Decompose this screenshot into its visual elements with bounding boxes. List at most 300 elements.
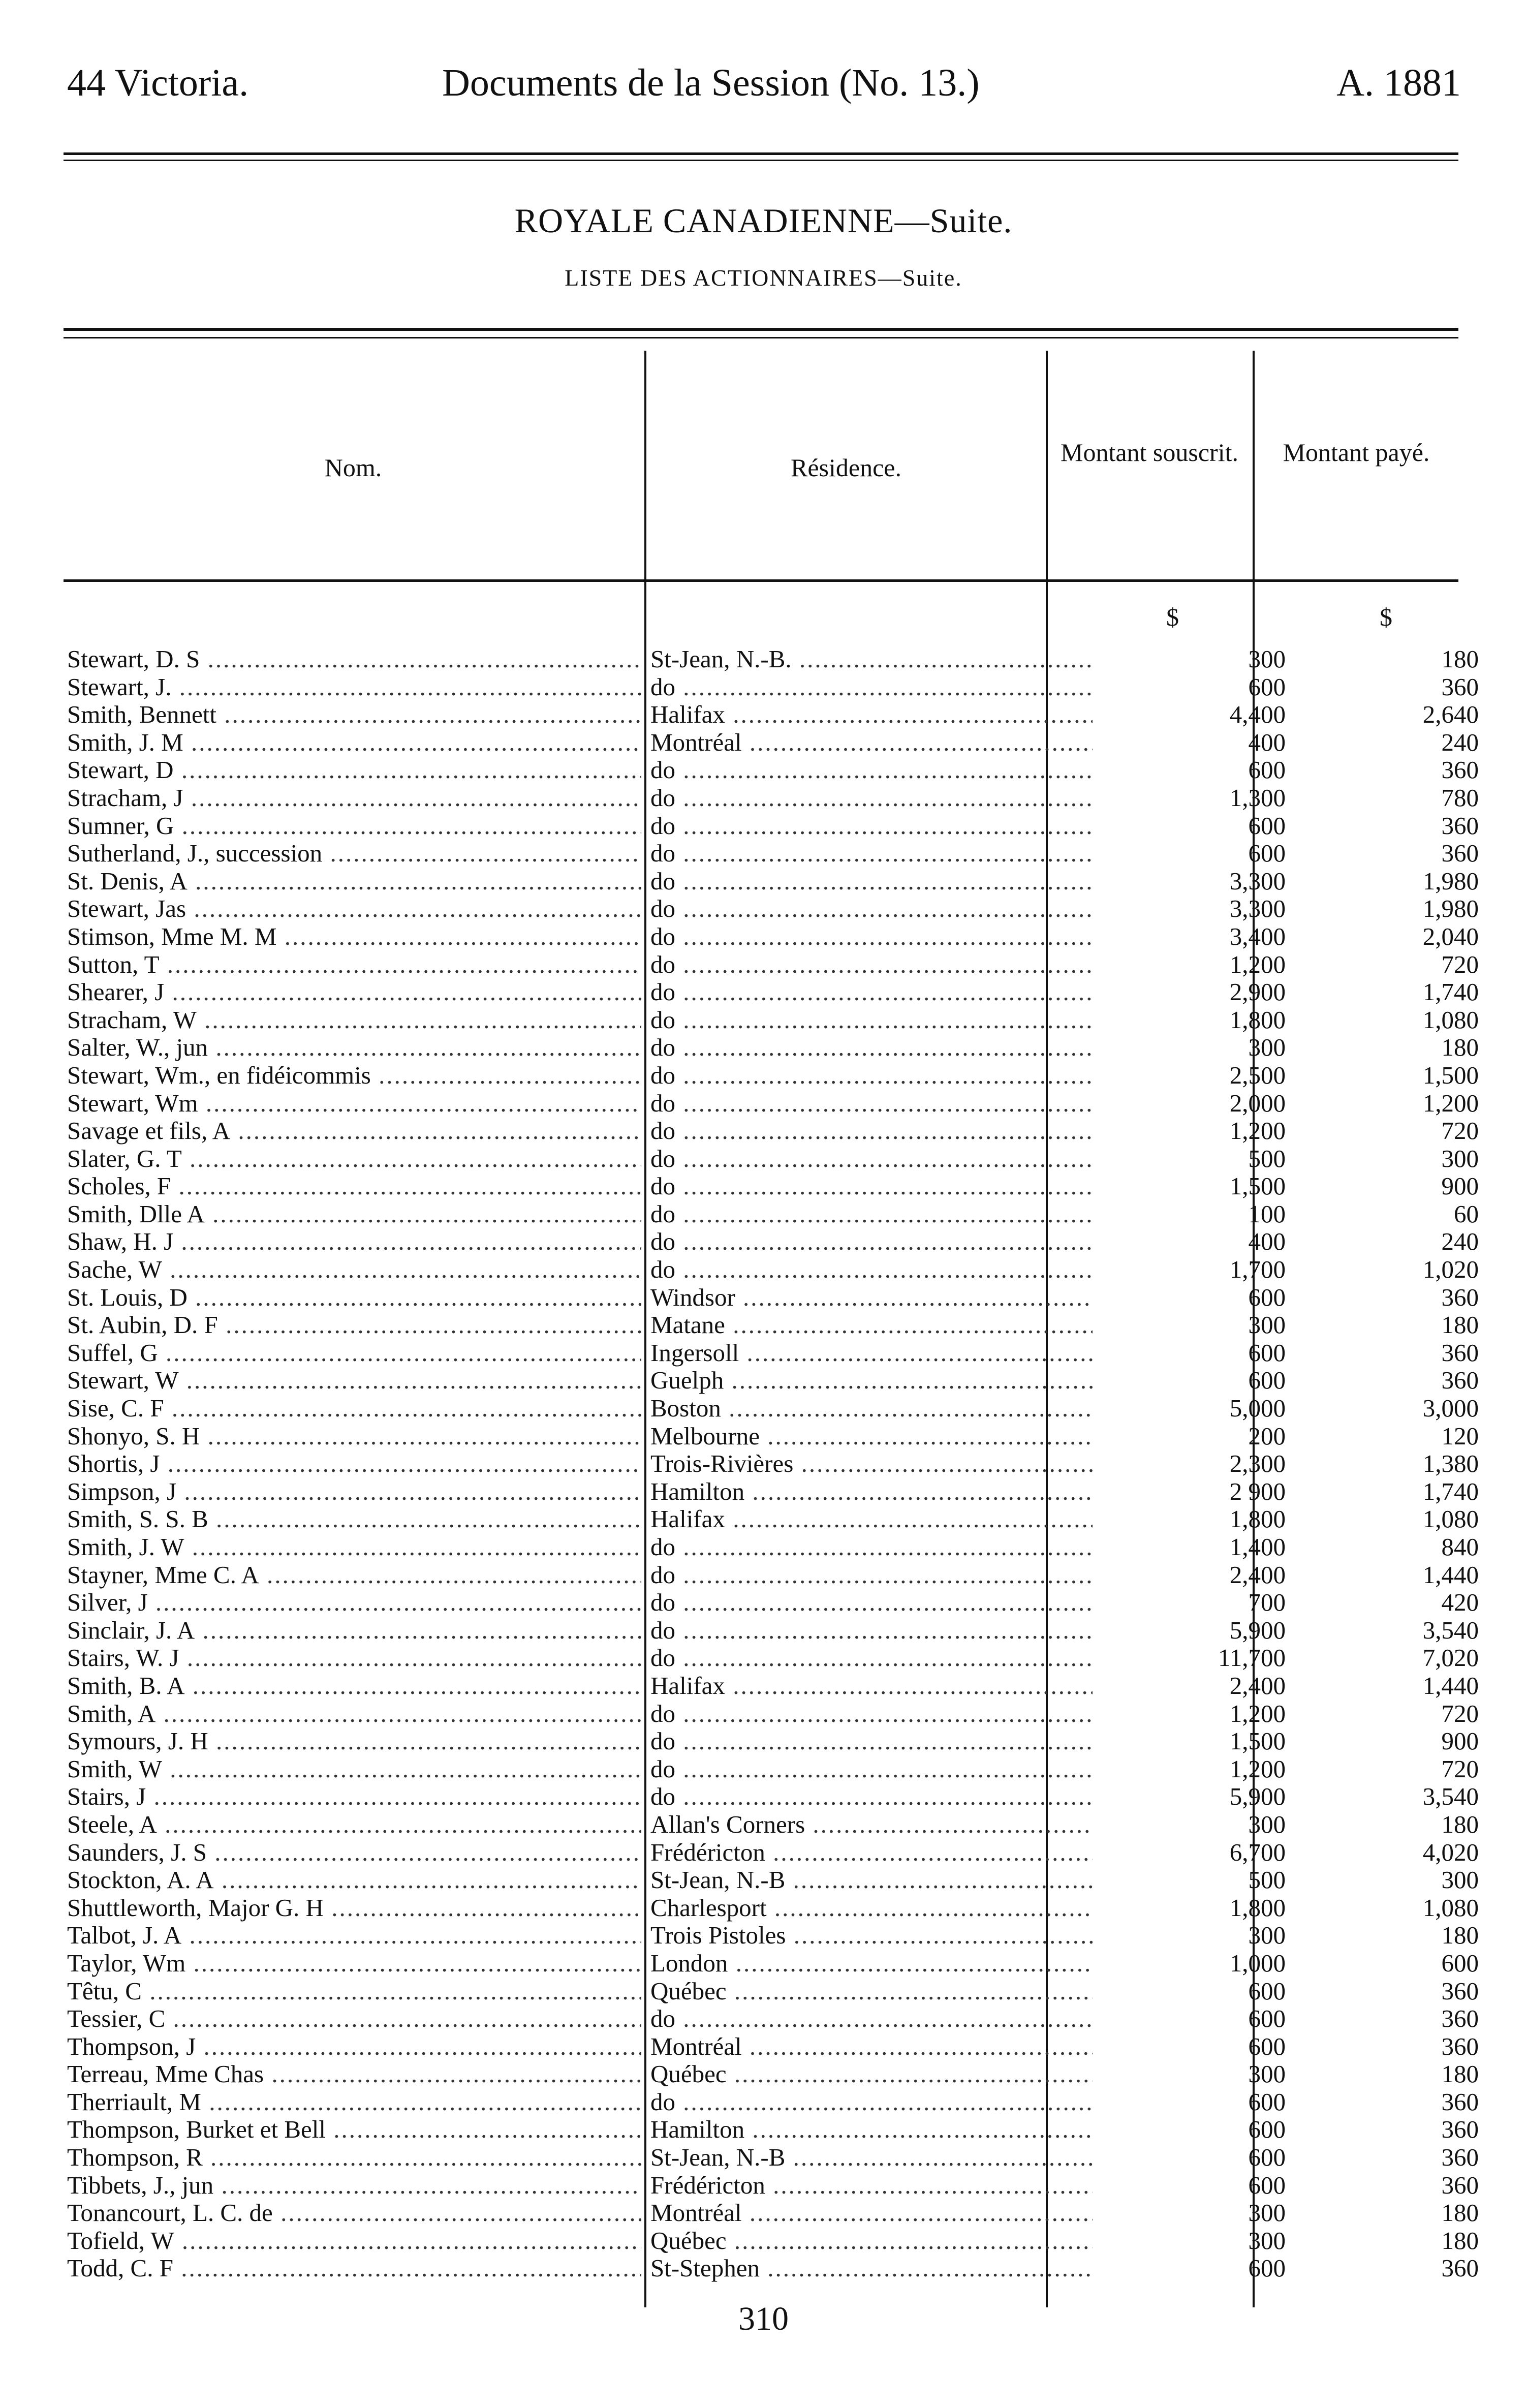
- cell-residence: Boston .....: [650, 1395, 1093, 1423]
- cell-name: Têtu, C .....: [67, 1978, 641, 2005]
- cell-subscribed: 300: [1248, 2199, 1286, 2227]
- cell-paid: 720: [1441, 1117, 1479, 1145]
- cell-paid: 4,020: [1422, 1838, 1479, 1866]
- cell-name: Stairs, W. J .....: [67, 1644, 641, 1672]
- cell-paid: 360: [1441, 756, 1479, 784]
- table-row: [61, 2088, 1479, 2116]
- table-row: [61, 895, 1479, 923]
- cell-paid: 300: [1441, 1866, 1479, 1894]
- cell-residence: do .....: [650, 1117, 1093, 1145]
- cell-paid: 420: [1441, 1589, 1479, 1617]
- cell-subscribed: 300: [1248, 1034, 1286, 1062]
- cell-paid: 1,200: [1422, 1089, 1479, 1117]
- table-row: [61, 922, 1479, 951]
- cell-subscribed: 2 900: [1229, 1477, 1286, 1505]
- cell-residence: Matane .....: [650, 1311, 1093, 1339]
- cell-residence: do .....: [650, 1145, 1093, 1173]
- cell-residence: do .....: [650, 895, 1093, 923]
- cell-paid: 3,540: [1422, 1616, 1479, 1644]
- table-row: [61, 1395, 1479, 1423]
- cell-subscribed: 3,300: [1229, 867, 1286, 895]
- cell-residence: do .....: [650, 812, 1093, 840]
- cell-name: St. Denis, A .....: [67, 868, 641, 896]
- cell-residence: do .....: [650, 1034, 1093, 1062]
- cell-residence: do .....: [650, 1533, 1093, 1561]
- cell-name: Scholes, F .....: [67, 1172, 641, 1200]
- cell-name: Smith, Dlle A .....: [67, 1200, 641, 1228]
- cell-name: Sutton, T .....: [67, 951, 641, 979]
- cell-residence: Melbourne .....: [650, 1423, 1093, 1450]
- cell-subscribed: 600: [1248, 2088, 1286, 2116]
- cell-residence: Montréal .....: [650, 2033, 1093, 2061]
- cell-subscribed: 300: [1248, 1922, 1286, 1950]
- cell-subscribed: 1,500: [1229, 1172, 1286, 1200]
- cell-residence: Trois Pistoles .....: [650, 1922, 1093, 1950]
- cell-residence: Hamilton .....: [650, 2116, 1093, 2144]
- cell-paid: 120: [1441, 1422, 1479, 1450]
- table-row: [61, 1200, 1479, 1228]
- cell-paid: 360: [1441, 2144, 1479, 2172]
- cell-residence: do .....: [650, 1090, 1093, 1118]
- column-header-residence: Résidence.: [791, 453, 901, 482]
- cell-residence: do .....: [650, 978, 1093, 1006]
- cell-paid: 360: [1441, 812, 1479, 840]
- cell-paid: 240: [1441, 728, 1479, 756]
- cell-name: Stairs, J .....: [67, 1783, 641, 1811]
- table-row: [61, 728, 1479, 757]
- cell-residence: Ingersoll .....: [650, 1339, 1093, 1367]
- cell-residence: do .....: [650, 1172, 1093, 1200]
- cell-name: Tessier, C .....: [67, 2005, 641, 2033]
- cell-subscribed: 600: [1248, 673, 1286, 701]
- cell-residence: do .....: [650, 868, 1093, 896]
- cell-residence: Trois-Rivières .....: [650, 1450, 1093, 1478]
- table-row: [61, 1145, 1479, 1173]
- cell-name: Stewart, Wm .....: [67, 1090, 641, 1118]
- cell-residence: do .....: [650, 1783, 1093, 1811]
- table-row: [61, 1810, 1479, 1839]
- table-row: [61, 840, 1479, 868]
- cell-name: Therriault, M .....: [67, 2088, 641, 2116]
- page-number: 310: [738, 2300, 789, 2337]
- cell-name: Shearer, J .....: [67, 978, 641, 1006]
- cell-residence: do .....: [650, 1006, 1093, 1034]
- cell-residence: do .....: [650, 840, 1093, 868]
- cell-subscribed: 600: [1248, 2144, 1286, 2172]
- cell-residence: do .....: [650, 1589, 1093, 1617]
- table-row: [61, 2255, 1479, 2282]
- cell-residence: Halifax .....: [650, 1672, 1093, 1700]
- cell-name: Thompson, R .....: [67, 2144, 641, 2172]
- cell-residence: St-Jean, N.-B. .....: [650, 645, 1093, 673]
- cell-paid: 360: [1441, 2255, 1479, 2282]
- cell-subscribed: 600: [1248, 2255, 1286, 2282]
- cell-residence: Guelph .....: [650, 1367, 1093, 1395]
- cell-paid: 60: [1454, 1200, 1479, 1228]
- cell-residence: do .....: [650, 1727, 1093, 1755]
- cell-residence: Halifax .....: [650, 1505, 1093, 1533]
- cell-subscribed: 2,900: [1229, 978, 1286, 1006]
- column-header-name: Nom.: [324, 453, 382, 482]
- cell-residence: Montréal .....: [650, 2199, 1093, 2227]
- cell-paid: 3,540: [1422, 1783, 1479, 1811]
- cell-subscribed: 400: [1248, 728, 1286, 756]
- cell-paid: 180: [1441, 645, 1479, 673]
- cell-paid: 360: [1441, 2116, 1479, 2144]
- cell-paid: 180: [1441, 2199, 1479, 2227]
- cell-subscribed: 600: [1248, 1283, 1286, 1311]
- table-row: [61, 1949, 1479, 1978]
- table-row: [61, 1311, 1479, 1339]
- cell-residence: St-Jean, N.-B .....: [650, 1866, 1093, 1894]
- cell-name: Stewart, W .....: [67, 1367, 641, 1395]
- cell-paid: 2,040: [1422, 922, 1479, 950]
- cell-subscribed: 300: [1248, 2227, 1286, 2255]
- table-row: [61, 1089, 1479, 1118]
- table-row: [61, 756, 1479, 784]
- cell-subscribed: 600: [1248, 840, 1286, 868]
- cell-paid: 1,500: [1422, 1061, 1479, 1089]
- table-row: [61, 2144, 1479, 2172]
- cell-name: Simpson, J .....: [67, 1478, 641, 1506]
- cell-subscribed: 1,700: [1229, 1256, 1286, 1284]
- cell-name: St. Louis, D .....: [67, 1284, 641, 1312]
- cell-paid: 1,020: [1422, 1256, 1479, 1284]
- cell-subscribed: 200: [1248, 1422, 1286, 1450]
- table-row: [61, 1256, 1479, 1284]
- cell-name: Thompson, Burket et Bell .....: [67, 2116, 641, 2144]
- cell-paid: 1,440: [1422, 1561, 1479, 1589]
- cell-paid: 360: [1441, 1977, 1479, 2005]
- cell-subscribed: 1,200: [1229, 950, 1286, 978]
- cell-paid: 180: [1441, 2227, 1479, 2255]
- table-row: [61, 1755, 1479, 1783]
- cell-subscribed: 1,200: [1229, 1700, 1286, 1727]
- table-row: [61, 1727, 1479, 1755]
- cell-residence: do .....: [650, 1256, 1093, 1284]
- cell-residence: do .....: [650, 2088, 1093, 2116]
- cell-subscribed: 500: [1248, 1145, 1286, 1172]
- cell-subscribed: 700: [1248, 1589, 1286, 1617]
- cell-residence: do .....: [650, 1700, 1093, 1728]
- cell-name: Suffel, G .....: [67, 1339, 641, 1367]
- cell-subscribed: 1,200: [1229, 1117, 1286, 1145]
- cell-subscribed: 500: [1248, 1866, 1286, 1894]
- table-row: [61, 1672, 1479, 1700]
- cell-subscribed: 300: [1248, 1810, 1286, 1838]
- cell-name: Smith, S. S. B .....: [67, 1505, 641, 1533]
- cell-name: Smith, J. M .....: [67, 729, 641, 757]
- cell-residence: Québec .....: [650, 2060, 1093, 2088]
- header-right: A. 1881: [1336, 61, 1461, 104]
- cell-subscribed: 400: [1248, 1228, 1286, 1256]
- cell-paid: 1,980: [1422, 895, 1479, 923]
- cell-residence: do .....: [650, 673, 1093, 701]
- cell-name: Shaw, H. J .....: [67, 1228, 641, 1256]
- table-row: [61, 1866, 1479, 1894]
- table-row: [61, 1228, 1479, 1256]
- cell-residence: Frédéricton .....: [650, 1839, 1093, 1867]
- table-row: [61, 1006, 1479, 1034]
- table-row: [61, 2227, 1479, 2255]
- table-row: [61, 1589, 1479, 1617]
- cell-name: Stewart, D .....: [67, 756, 641, 784]
- shareholder-table: [61, 645, 1479, 2282]
- cell-paid: 360: [1441, 2005, 1479, 2033]
- cell-paid: 900: [1441, 1727, 1479, 1755]
- cell-subscribed: 2,300: [1229, 1450, 1286, 1478]
- table-row: [61, 1339, 1479, 1367]
- cell-paid: 840: [1441, 1533, 1479, 1561]
- header-rule-top: [64, 152, 1458, 155]
- cell-residence: do .....: [650, 1228, 1093, 1256]
- cell-subscribed: 1,800: [1229, 1505, 1286, 1533]
- cell-name: Smith, B. A .....: [67, 1672, 641, 1700]
- cell-paid: 240: [1441, 1228, 1479, 1256]
- cell-subscribed: 3,400: [1229, 922, 1286, 950]
- header-center: Documents de la Session (No. 13.): [442, 61, 980, 104]
- cell-residence: St-Jean, N.-B .....: [650, 2144, 1093, 2172]
- cell-subscribed: 2,500: [1229, 1061, 1286, 1089]
- cell-subscribed: 2,400: [1229, 1561, 1286, 1589]
- cell-subscribed: 1,500: [1229, 1727, 1286, 1755]
- cell-paid: 180: [1441, 1034, 1479, 1062]
- cell-name: Shonyo, S. H .....: [67, 1423, 641, 1450]
- cell-paid: 1,080: [1422, 1006, 1479, 1034]
- cell-name: Stracham, J .....: [67, 784, 641, 812]
- cell-residence: Windsor .....: [650, 1284, 1093, 1312]
- cell-paid: 1,740: [1422, 1477, 1479, 1505]
- cell-name: Steele, A .....: [67, 1811, 641, 1839]
- page-title: ROYALE CANADIENNE—Suite.: [514, 201, 1013, 240]
- cell-residence: do .....: [650, 1755, 1093, 1783]
- table-row: [61, 1422, 1479, 1450]
- cell-subscribed: 3,300: [1229, 895, 1286, 923]
- cell-subscribed: 1,300: [1229, 784, 1286, 812]
- cell-name: Thompson, J .....: [67, 2033, 641, 2061]
- cell-paid: 720: [1441, 950, 1479, 978]
- cell-subscribed: 6,700: [1229, 1838, 1286, 1866]
- cell-subscribed: 1,800: [1229, 1894, 1286, 1922]
- cell-name: Stewart, Jas .....: [67, 895, 641, 923]
- cell-subscribed: 2,000: [1229, 1089, 1286, 1117]
- table-row: [61, 673, 1479, 701]
- table-row: [61, 950, 1479, 979]
- unit-paid: $: [1380, 603, 1392, 631]
- cell-paid: 360: [1441, 840, 1479, 868]
- cell-paid: 1,080: [1422, 1505, 1479, 1533]
- cell-paid: 3,000: [1422, 1395, 1479, 1423]
- table-rule-top: [64, 328, 1458, 331]
- table-row: [61, 645, 1479, 673]
- cell-subscribed: 11,700: [1218, 1644, 1286, 1672]
- cell-residence: Montréal .....: [650, 729, 1093, 757]
- cell-name: Shortis, J .....: [67, 1450, 641, 1478]
- cell-name: Todd, C. F .....: [67, 2255, 641, 2282]
- cell-paid: 180: [1441, 2060, 1479, 2088]
- cell-residence: Allan's Corners .....: [650, 1811, 1093, 1839]
- column-header-subscribed: Montant souscrit.: [1061, 438, 1238, 467]
- cell-residence: do .....: [650, 951, 1093, 979]
- cell-name: Savage et fils, A .....: [67, 1117, 641, 1145]
- table-row: [61, 1061, 1479, 1090]
- table-row: [61, 1977, 1479, 2005]
- cell-name: Symours, J. H .....: [67, 1727, 641, 1755]
- cell-paid: 360: [1441, 673, 1479, 701]
- cell-subscribed: 300: [1248, 2060, 1286, 2088]
- table-row: [61, 784, 1479, 812]
- table-rule-top-thin: [64, 337, 1458, 338]
- cell-paid: 180: [1441, 1311, 1479, 1339]
- cell-paid: 600: [1441, 1949, 1479, 1977]
- table-row: [61, 1644, 1479, 1672]
- cell-paid: 2,640: [1422, 701, 1479, 729]
- page-subtitle: LISTE DES ACTIONNAIRES—Suite.: [565, 265, 962, 291]
- running-header: [0, 61, 1527, 117]
- table-row: [61, 1783, 1479, 1811]
- unit-subscribed: $: [1166, 603, 1179, 631]
- cell-paid: 360: [1441, 2088, 1479, 2116]
- cell-residence: do .....: [650, 756, 1093, 784]
- cell-residence: St-Stephen .....: [650, 2255, 1093, 2282]
- cell-subscribed: 100: [1248, 1200, 1286, 1228]
- cell-paid: 1,740: [1422, 978, 1479, 1006]
- table-row: [61, 1838, 1479, 1867]
- cell-subscribed: 5,900: [1229, 1616, 1286, 1644]
- cell-subscribed: 600: [1248, 1339, 1286, 1367]
- column-header-rule: [64, 579, 1458, 582]
- cell-paid: 360: [1441, 2032, 1479, 2060]
- cell-residence: Halifax .....: [650, 701, 1093, 729]
- cell-subscribed: 300: [1248, 645, 1286, 673]
- table-row: [61, 2116, 1479, 2144]
- table-row: [61, 1477, 1479, 1506]
- cell-name: Silver, J .....: [67, 1589, 641, 1617]
- table-row: [61, 1922, 1479, 1950]
- cell-name: Talbot, J. A .....: [67, 1922, 641, 1950]
- cell-name: Stewart, D. S .....: [67, 645, 641, 673]
- cell-name: Slater, G. T .....: [67, 1145, 641, 1173]
- cell-paid: 780: [1441, 784, 1479, 812]
- cell-subscribed: 600: [1248, 756, 1286, 784]
- table-row: [61, 1616, 1479, 1645]
- cell-paid: 1,380: [1422, 1450, 1479, 1478]
- cell-paid: 1,080: [1422, 1894, 1479, 1922]
- column-header-paid: Montant payé.: [1283, 438, 1430, 467]
- cell-subscribed: 1,200: [1229, 1755, 1286, 1783]
- cell-paid: 1,440: [1422, 1672, 1479, 1700]
- table-row: [61, 2060, 1479, 2088]
- table-row: [61, 1700, 1479, 1728]
- cell-residence: do .....: [650, 1644, 1093, 1672]
- cell-name: Smith, Bennett .....: [67, 701, 641, 729]
- cell-name: Smith, J. W .....: [67, 1533, 641, 1561]
- cell-subscribed: 600: [1248, 1977, 1286, 2005]
- cell-name: Stewart, J. .....: [67, 673, 641, 701]
- cell-paid: 900: [1441, 1172, 1479, 1200]
- cell-subscribed: 600: [1248, 1367, 1286, 1395]
- cell-residence: Québec .....: [650, 2227, 1093, 2255]
- cell-residence: do .....: [650, 1200, 1093, 1228]
- header-rule-bottom: [64, 160, 1458, 161]
- table-row: [61, 1533, 1479, 1561]
- table-row: [61, 2005, 1479, 2033]
- table-row: [61, 1117, 1479, 1145]
- cell-residence: Québec .....: [650, 1978, 1093, 2005]
- cell-paid: 1,980: [1422, 867, 1479, 895]
- cell-residence: do .....: [650, 2005, 1093, 2033]
- cell-subscribed: 300: [1248, 1311, 1286, 1339]
- cell-subscribed: 2,400: [1229, 1672, 1286, 1700]
- cell-subscribed: 5,900: [1229, 1783, 1286, 1811]
- header-left: 44 Victoria.: [67, 61, 249, 104]
- cell-name: Sumner, G .....: [67, 812, 641, 840]
- table-row: [61, 1450, 1479, 1478]
- table-row: [61, 1034, 1479, 1062]
- table-row: [61, 1561, 1479, 1589]
- table-row: [61, 2171, 1479, 2200]
- table-row: [61, 812, 1479, 840]
- cell-paid: 360: [1441, 1283, 1479, 1311]
- table-row: [61, 1172, 1479, 1200]
- cell-name: Smith, A .....: [67, 1700, 641, 1728]
- cell-name: Stimson, Mme M. M .....: [67, 923, 641, 951]
- cell-paid: 720: [1441, 1700, 1479, 1727]
- cell-name: Taylor, Wm .....: [67, 1950, 641, 1978]
- cell-paid: 360: [1441, 1339, 1479, 1367]
- cell-subscribed: 600: [1248, 812, 1286, 840]
- cell-name: Stockton, A. A .....: [67, 1866, 641, 1894]
- cell-name: Sutherland, J., succession .....: [67, 840, 641, 868]
- cell-subscribed: 600: [1248, 2005, 1286, 2033]
- cell-residence: Hamilton .....: [650, 1478, 1093, 1506]
- cell-paid: 7,020: [1422, 1644, 1479, 1672]
- cell-name: Salter, W., jun .....: [67, 1034, 641, 1062]
- table-row: [61, 2032, 1479, 2061]
- cell-subscribed: 1,800: [1229, 1006, 1286, 1034]
- cell-paid: 180: [1441, 1922, 1479, 1950]
- table-row: [61, 1505, 1479, 1533]
- cell-name: Sache, W .....: [67, 1256, 641, 1284]
- cell-subscribed: 600: [1248, 2171, 1286, 2199]
- cell-subscribed: 5,000: [1229, 1395, 1286, 1423]
- cell-subscribed: 1,400: [1229, 1533, 1286, 1561]
- cell-residence: do .....: [650, 1561, 1093, 1589]
- cell-paid: 360: [1441, 2171, 1479, 2199]
- cell-residence: Frédéricton .....: [650, 2172, 1093, 2200]
- cell-name: Saunders, J. S .....: [67, 1839, 641, 1867]
- cell-name: St. Aubin, D. F .....: [67, 1311, 641, 1339]
- cell-residence: do .....: [650, 923, 1093, 951]
- cell-name: Stewart, Wm., en fidéicommis .....: [67, 1062, 641, 1090]
- cell-subscribed: 1,000: [1229, 1949, 1286, 1977]
- cell-name: Tonancourt, L. C. de .....: [67, 2199, 641, 2227]
- cell-name: Stayner, Mme C. A .....: [67, 1561, 641, 1589]
- cell-residence: do .....: [650, 784, 1093, 812]
- cell-name: Stracham, W .....: [67, 1006, 641, 1034]
- table-row: [61, 1283, 1479, 1312]
- table-row: [61, 2199, 1479, 2227]
- cell-paid: 300: [1441, 1145, 1479, 1172]
- cell-name: Sinclair, J. A .....: [67, 1617, 641, 1645]
- table-row: [61, 978, 1479, 1006]
- cell-subscribed: 600: [1248, 2032, 1286, 2060]
- cell-paid: 180: [1441, 1810, 1479, 1838]
- cell-name: Smith, W .....: [67, 1755, 641, 1783]
- cell-paid: 720: [1441, 1755, 1479, 1783]
- cell-name: Tofield, W .....: [67, 2227, 641, 2255]
- cell-name: Tibbets, J., jun .....: [67, 2172, 641, 2200]
